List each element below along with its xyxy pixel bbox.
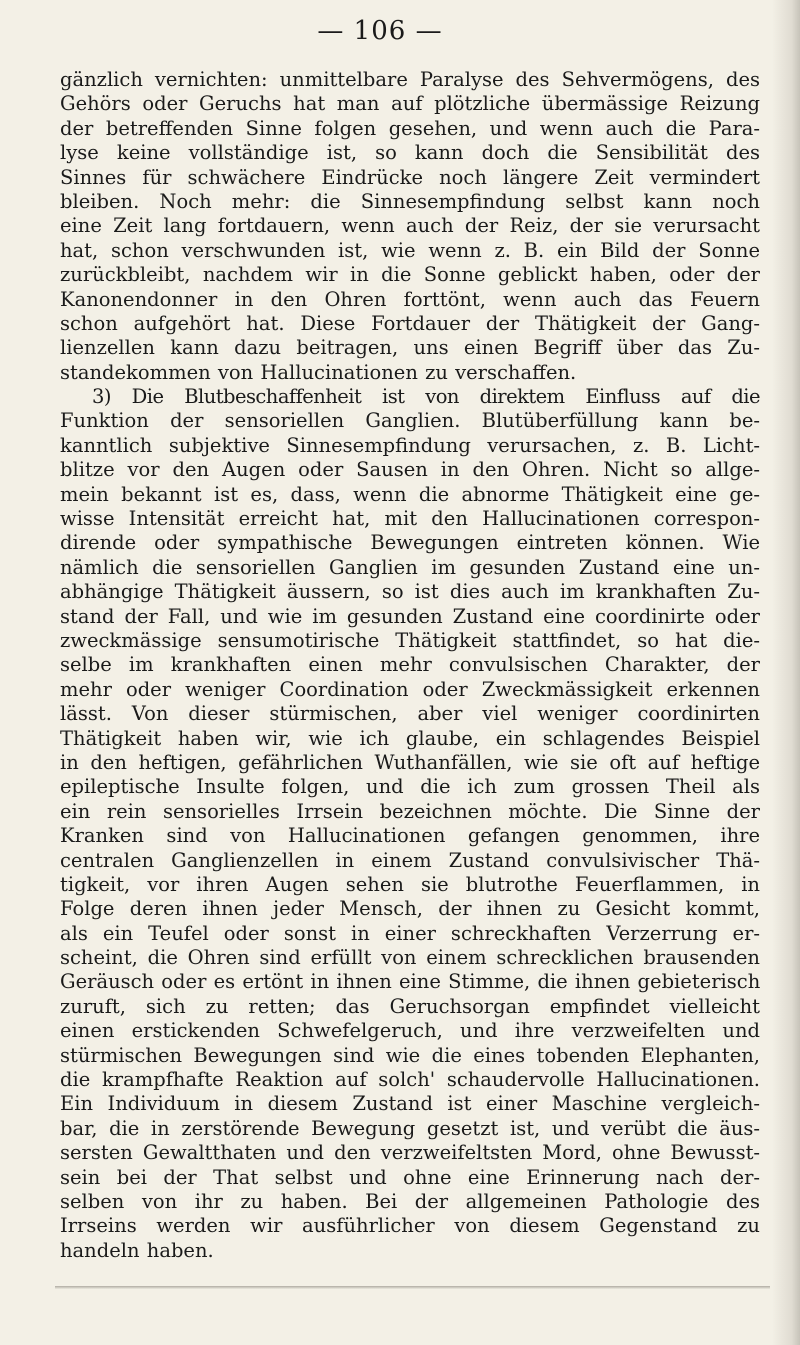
text-line: kanntlich subjektive Sinnesempfindung verursachen, z. B. Licht- — [60, 433, 760, 457]
text-line: stand der Fall, und wie im gesunden Zustand eine coordinirte oder — [60, 604, 760, 628]
page-number: — 106 — — [317, 16, 443, 46]
page-bottom-edge — [55, 1286, 770, 1289]
text-line: in den heftigen, gefährlichen Wuthanfällen, wie sie oft auf heftige — [60, 750, 760, 774]
text-line: Gehörs oder Geruchs hat man auf plötzliche übermässige Reizung — [60, 92, 760, 116]
text-line: der betreffenden Sinne folgen gesehen, und wenn auch die Para- — [60, 116, 760, 140]
text-line: epileptische Insulte folgen, und die ich zum grossen Theil als — [60, 775, 760, 799]
text-line: abhängige Thätigkeit äussern, so ist dies auch im krankhaften Zu- — [60, 580, 760, 604]
text-line: lässt. Von dieser stürmischen, aber viel weniger coordinirten — [60, 702, 760, 726]
text-line: selben von ihr zu haben. Bei der allgemeinen Pathologie des — [60, 1189, 760, 1213]
text-line: zweckmässige sensumotirische Thätigkeit stattfindet, so hat die- — [60, 628, 760, 652]
text-line: bleiben. Noch mehr: die Sinnesempfindung selbst kann noch — [60, 189, 760, 213]
text-line: tigkeit, vor ihren Augen sehen sie blutrothe Feuerflammen, in — [60, 872, 760, 896]
page-gutter-shadow — [772, 0, 800, 1345]
text-line: mehr oder weniger Coordination oder Zweckmässigkeit erkennen — [60, 677, 760, 701]
text-line: handeln haben. — [60, 1238, 214, 1262]
text-line: Sinnes für schwächere Eindrücke noch längere Zeit vermindert — [60, 165, 760, 189]
text-line: standekommen von Hallucinationen zu verschaffen. — [60, 360, 577, 384]
text-line: stürmischen Bewegungen sind wie die eines tobenden Elephanten, — [60, 1043, 760, 1067]
text-line: lyse keine vollständige ist, so kann doch die Sensibilität des — [60, 141, 760, 165]
text-line: als ein Teufel oder sonst in einer schreckhaften Verzerrung er- — [60, 921, 760, 945]
text-line: 3) Die Blutbeschaffenheit ist von direktem Einfluss auf die — [92, 385, 760, 409]
text-line: zurückbleibt, nachdem wir in die Sonne geblickt haben, oder der — [60, 263, 760, 287]
text-line: die krampfhafte Reaktion auf solch' schaudervolle Hallucinationen. — [60, 1068, 760, 1092]
text-line: sein bei der That selbst und ohne eine Erinnerung nach der- — [60, 1165, 760, 1189]
text-line: ein rein sensorielles Irrsein bezeichnen möchte. Die Sinne der — [60, 799, 760, 823]
text-line: Folge deren ihnen jeder Mensch, der ihnen zu Gesicht kommt, — [60, 897, 760, 921]
text-line: scheint, die Ohren sind erfüllt von einem schrecklichen brausenden — [60, 946, 760, 970]
text-line: Geräusch oder es ertönt in ihnen eine Stimme, die ihnen gebieterisch — [60, 970, 761, 994]
text-line: lienzellen kann dazu beitragen, uns einen Begriff über das Zu- — [60, 336, 760, 360]
text-line: gänzlich vernichten: unmittelbare Paralyse des Sehvermögens, des — [60, 68, 760, 91]
text-line: centralen Ganglienzellen in einem Zustand convulsivischer Thä- — [60, 848, 760, 872]
text-line: Kranken sind von Hallucinationen gefangen genommen, ihre — [60, 824, 760, 848]
body-text — [60, 68, 760, 1263]
text-line: wisse Intensität erreicht hat, mit den Hallucinationen correspon- — [60, 507, 760, 531]
text-line: hat, schon verschwunden ist, wie wenn z. B. ein Bild der Sonne — [60, 238, 760, 262]
text-line: bar, die in zerstörende Bewegung gesetzt ist, und verübt die äus- — [60, 1116, 760, 1140]
text-line: sersten Gewaltthaten und den verzweifeltsten Mord, ohne Bewusst- — [60, 1141, 760, 1165]
text-line: zuruft, sich zu retten; das Geruchsorgan empfindet vielleicht — [60, 994, 760, 1018]
text-line: nämlich die sensoriellen Ganglien im gesunden Zustand eine un- — [60, 555, 760, 579]
text-line: dirende oder sympathische Bewegungen eintreten können. Wie — [60, 531, 760, 555]
text-line: eine Zeit lang fortdauern, wenn auch der Reiz, der sie verursacht — [60, 214, 760, 238]
text-line: einen erstickenden Schwefelgeruch, und ihre verzweifelten und — [60, 1019, 760, 1043]
text-line: mein bekannt ist es, dass, wenn die abnorme Thätigkeit eine ge- — [60, 482, 760, 506]
text-line: Irrseins werden wir ausführlicher von diesem Gegenstand zu — [60, 1214, 760, 1238]
text-line: Funktion der sensoriellen Ganglien. Blutüberfüllung kann be- — [60, 409, 760, 433]
text-line: Thätigkeit haben wir, wie ich glaube, ein schlagendes Beispiel — [60, 726, 760, 750]
text-line: schon aufgehört hat. Diese Fortdauer der Thätigkeit der Gang- — [60, 311, 760, 335]
text-line: Kanonendonner in den Ohren forttönt, wenn auch das Feuern — [60, 287, 760, 311]
text-line: blitze vor den Augen oder Sausen in den Ohren. Nicht so allge- — [60, 458, 760, 482]
text-line: Ein Individuum in diesem Zustand ist einer Maschine vergleich- — [60, 1092, 760, 1116]
text-line: selbe im krankhaften einen mehr convulsischen Charakter, der — [60, 653, 760, 677]
